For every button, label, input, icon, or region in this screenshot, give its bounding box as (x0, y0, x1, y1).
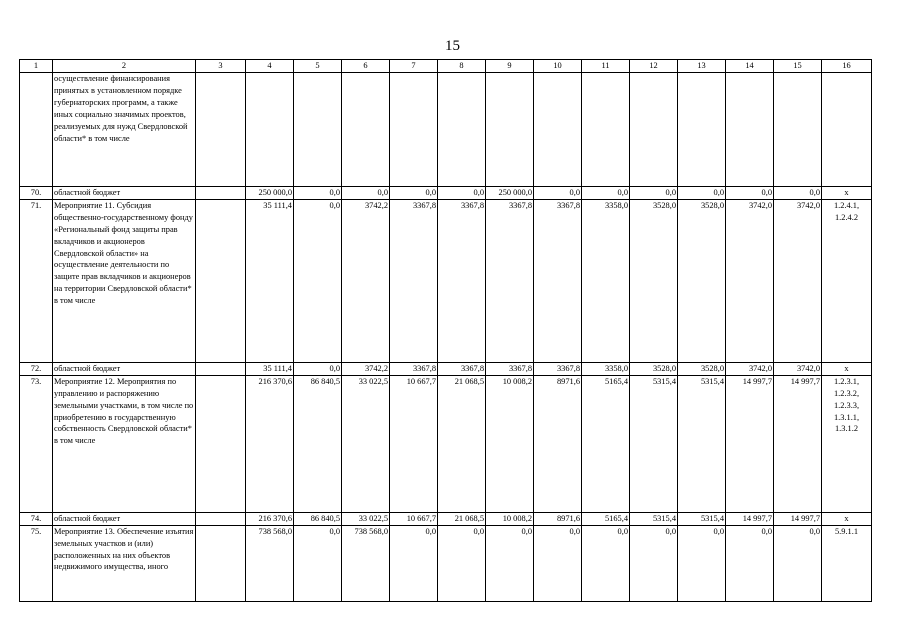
amount-cell (246, 73, 294, 187)
amount-cell: 0,0 (774, 525, 822, 601)
amount-cell: 3367,8 (534, 199, 582, 362)
row-number-cell: 71. (20, 199, 53, 362)
amount-cell: 33 022,5 (342, 512, 390, 525)
budget-row (20, 362, 872, 375)
column-header: 15 (774, 60, 822, 73)
amount-cell: 3358,0 (582, 362, 630, 375)
row-number-cell: 73. (20, 375, 53, 512)
table-body (20, 73, 872, 602)
amount-cell: 0,0 (294, 187, 342, 200)
amount-cell: 0,0 (678, 525, 726, 601)
amount-cell: 0,0 (294, 362, 342, 375)
amount-cell: 216 370,6 (246, 512, 294, 525)
activity-row (20, 73, 872, 187)
header-row (20, 60, 872, 73)
column-header: 4 (246, 60, 294, 73)
target-indicator-cell: х (822, 362, 872, 375)
amount-cell (438, 73, 486, 187)
amount-cell: 250 000,0 (246, 187, 294, 200)
amount-cell: 3367,8 (486, 362, 534, 375)
column-header: 5 (294, 60, 342, 73)
activity-name-cell: Мероприятие 12. Мероприятия по управлению и распоряжению земельными участками, в том числе по приобретению в государственную собственность Свердловской области* в том числе (53, 375, 196, 512)
amount-cell: 0,0 (630, 525, 678, 601)
activity-name-cell: Мероприятие 13. Обеспечение изъятия земельных участков и (или) расположенных на них объектов недвижимого имущества, иного (53, 525, 196, 601)
amount-cell: 10 008,2 (486, 512, 534, 525)
amount-cell: 3367,8 (486, 199, 534, 362)
amount-cell: 35 111,4 (246, 362, 294, 375)
amount-cell (726, 73, 774, 187)
amount-cell: 33 022,5 (342, 375, 390, 512)
amount-cell: 3742,2 (342, 199, 390, 362)
budget-row (20, 512, 872, 525)
amount-cell (534, 73, 582, 187)
amount-cell: 3742,0 (774, 199, 822, 362)
amount-cell: 0,0 (582, 187, 630, 200)
activity-name-cell: областной бюджет (53, 512, 196, 525)
page-number: 15 (445, 38, 460, 54)
activity-name-cell: областной бюджет (53, 362, 196, 375)
amount-cell: 5315,4 (678, 375, 726, 512)
row-number-cell: 75. (20, 525, 53, 601)
amount-cell: 0,0 (726, 525, 774, 601)
column-header: 7 (390, 60, 438, 73)
amount-cell (582, 73, 630, 187)
column-header: 6 (342, 60, 390, 73)
column-header: 11 (582, 60, 630, 73)
activity-name-cell: осуществление финансирования принятых в установленном порядке губернаторских программ, а также иных социально значимых проектов, реализуемых для нужд Свердловской области* в том числе (53, 73, 196, 187)
amount-cell: 0,0 (390, 525, 438, 601)
amount-cell: 5315,4 (678, 512, 726, 525)
amount-cell: 21 068,5 (438, 512, 486, 525)
row-number-cell: 72. (20, 362, 53, 375)
amount-cell: 0,0 (438, 525, 486, 601)
column-header: 13 (678, 60, 726, 73)
amount-cell: 3742,0 (726, 362, 774, 375)
activity-row (20, 375, 872, 512)
amount-cell: 0,0 (534, 525, 582, 601)
amount-cell (196, 362, 246, 375)
amount-cell (196, 525, 246, 601)
amount-cell: 3367,8 (534, 362, 582, 375)
column-header: 10 (534, 60, 582, 73)
amount-cell: 3528,0 (630, 199, 678, 362)
target-indicator-cell: 5.9.1.1 (822, 525, 872, 601)
amount-cell: 86 840,5 (294, 512, 342, 525)
budget-row (20, 187, 872, 200)
amount-cell: 3367,8 (390, 362, 438, 375)
amount-cell: 0,0 (486, 525, 534, 601)
column-header: 12 (630, 60, 678, 73)
amount-cell: 8971,6 (534, 512, 582, 525)
amount-cell: 738 568,0 (342, 525, 390, 601)
amount-cell: 3742,2 (342, 362, 390, 375)
amount-cell: 3358,0 (582, 199, 630, 362)
column-header: 1 (20, 60, 53, 73)
amount-cell: 3367,8 (390, 199, 438, 362)
amount-cell: 35 111,4 (246, 199, 294, 362)
amount-cell: 216 370,6 (246, 375, 294, 512)
amount-cell: 0,0 (726, 187, 774, 200)
amount-cell: 0,0 (678, 187, 726, 200)
amount-cell: 0,0 (390, 187, 438, 200)
amount-cell: 0,0 (438, 187, 486, 200)
amount-cell: 0,0 (342, 187, 390, 200)
column-header: 8 (438, 60, 486, 73)
activity-name-cell: областной бюджет (53, 187, 196, 200)
row-number-cell: 70. (20, 187, 53, 200)
activity-row (20, 199, 872, 362)
target-indicator-cell: 1.2.4.1, 1.2.4.2 (822, 199, 872, 362)
amount-cell: 0,0 (534, 187, 582, 200)
amount-cell: 14 997,7 (726, 375, 774, 512)
amount-cell: 3528,0 (678, 199, 726, 362)
amount-cell: 0,0 (294, 525, 342, 601)
amount-cell: 14 997,7 (726, 512, 774, 525)
amount-cell: 3528,0 (678, 362, 726, 375)
target-indicator-cell: 1.2.3.1, 1.2.3.2, 1.2.3.3, 1.3.1.1, 1.3.1.2 (822, 375, 872, 512)
amount-cell (196, 512, 246, 525)
amount-cell (196, 375, 246, 512)
amount-cell (390, 73, 438, 187)
column-header: 16 (822, 60, 872, 73)
amount-cell: 10 008,2 (486, 375, 534, 512)
amount-cell: 10 667,7 (390, 375, 438, 512)
amount-cell (630, 73, 678, 187)
amount-cell: 0,0 (294, 199, 342, 362)
amount-cell (486, 73, 534, 187)
activity-name-cell: Мероприятие 11. Субсидия общественно-государственному фонду «Региональный фонд защиты прав вкладчиков и акционеров Свердловской области» на осуществление деятельности по защите прав вкладчиков и акционеров на территории Свердловской области* в том числе (53, 199, 196, 362)
column-header: 9 (486, 60, 534, 73)
amount-cell: 5315,4 (630, 512, 678, 525)
table-header (20, 60, 872, 73)
amount-cell: 5165,4 (582, 375, 630, 512)
column-header: 2 (53, 60, 196, 73)
amount-cell: 3742,0 (774, 362, 822, 375)
amount-cell: 738 568,0 (246, 525, 294, 601)
amount-cell (342, 73, 390, 187)
amount-cell: 0,0 (774, 187, 822, 200)
row-number-cell (20, 73, 53, 187)
amount-cell: 8971,6 (534, 375, 582, 512)
amount-cell: 3367,8 (438, 362, 486, 375)
amount-cell: 14 997,7 (774, 375, 822, 512)
amount-cell: 21 068,5 (438, 375, 486, 512)
amount-cell: 86 840,5 (294, 375, 342, 512)
amount-cell: 14 997,7 (774, 512, 822, 525)
amount-cell: 5315,4 (630, 375, 678, 512)
amount-cell (774, 73, 822, 187)
target-indicator-cell (822, 73, 872, 187)
target-indicator-cell: х (822, 187, 872, 200)
amount-cell: 250 000,0 (486, 187, 534, 200)
column-header: 14 (726, 60, 774, 73)
amount-cell: 0,0 (582, 525, 630, 601)
amount-cell (196, 73, 246, 187)
amount-cell: 3528,0 (630, 362, 678, 375)
amount-cell (678, 73, 726, 187)
amount-cell: 3367,8 (438, 199, 486, 362)
amount-cell: 5165,4 (582, 512, 630, 525)
amount-cell: 0,0 (630, 187, 678, 200)
amount-cell (196, 199, 246, 362)
column-header: 3 (196, 60, 246, 73)
amount-cell: 3742,0 (726, 199, 774, 362)
row-number-cell: 74. (20, 512, 53, 525)
target-indicator-cell: х (822, 512, 872, 525)
amount-cell: 10 667,7 (390, 512, 438, 525)
budget-table (19, 59, 872, 602)
amount-cell (196, 187, 246, 200)
amount-cell (294, 73, 342, 187)
activity-row (20, 525, 872, 601)
